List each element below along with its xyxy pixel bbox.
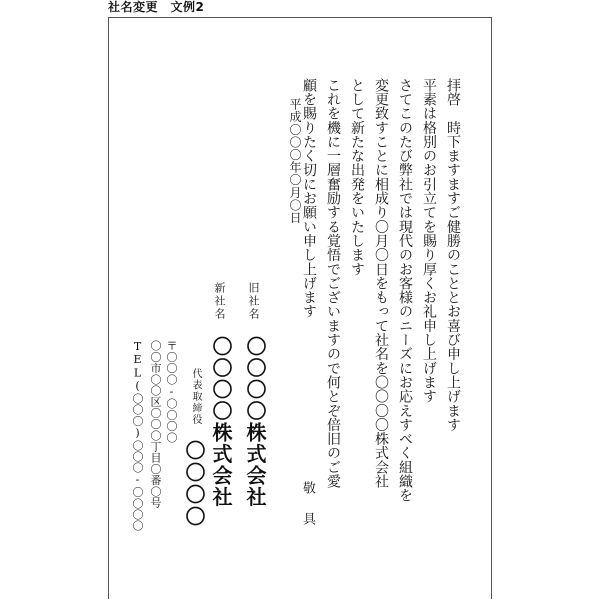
letter-line-7: 顧を賜りたく切にお願い申し上げます [301,78,317,319]
closing-keigu: 敬具 [300,481,315,543]
old-company-label: 旧社名 [247,282,260,321]
old-company-name: 〇〇〇〇株式会社 [243,336,267,508]
letter-line-5: として新たな出発をいたします [349,78,365,277]
document-title: 社名変更 文例2 [108,0,205,14]
letter-line-3: さてこのたび弊社では現代のお客様のニーズにお応えすべく組織を [397,78,413,503]
letter-line-4: 変更致すことに相成り〇月〇日をもって社名を〇〇〇〇株式会社 [373,78,389,489]
new-company-name: 〇〇〇〇株式会社 [209,336,233,508]
letter-line-2: 平素は格別のお引立てを賜り厚くお礼申し上げます [421,78,437,404]
address: 〇〇市〇〇区〇〇〇丁目〇番〇号 [149,340,162,508]
letter-date: 平成〇〇〇年〇月〇日 [288,98,302,224]
postal-code: 〒〇〇〇-〇〇〇〇 [165,340,178,443]
letter-line-1: 拝啓 時下ますますご健勝のこととお喜び申し上げます [445,78,461,432]
new-company-label: 新社名 [213,282,226,321]
telephone: TEL(〇〇〇)〇〇〇-〇〇〇〇 [131,340,144,532]
representative-name: 〇〇〇〇 [182,440,206,528]
letter-line-6: これを機に一層奮励する覚悟でございますので何とぞ倍旧のご愛 [325,78,341,489]
representative-title: 代表取締役 [190,368,201,426]
